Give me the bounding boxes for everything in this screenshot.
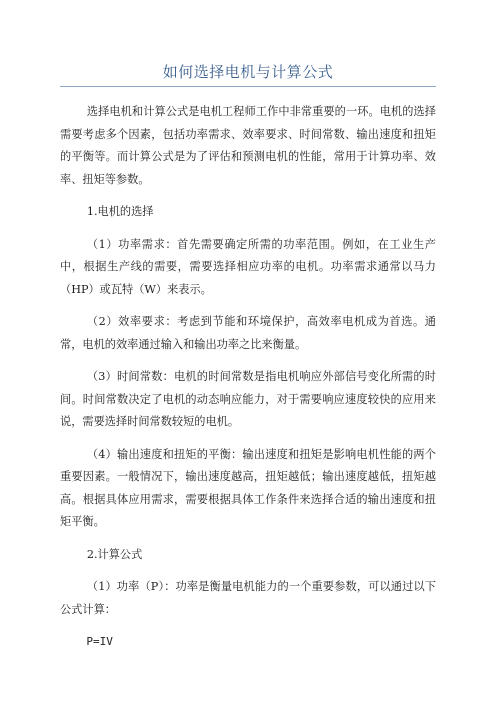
- section-heading-formulas: 2.计算公式: [86, 547, 143, 561]
- document-title: 如何选择电机与计算公式: [162, 63, 334, 81]
- intro-paragraph: 选择电机和计算公式是电机工程师工作中非常重要的一环。电机的选择需要考虑多个因素，包括功率需求、效率要求、时间常数、输出速度和扭矩的平衡等。而计算公式是为了评估和预测电机的性能，常用于计算功率、效率、扭矩等参数。: [60, 105, 436, 186]
- document-body: [60, 101, 436, 654]
- title-divider: [60, 86, 436, 87]
- paragraph-time-constant: （3）时间常数：电机的时间常数是指电机响应外部信号变化所需的时间。时间常数决定了电机的动态响应能力，对于需要响应速度较快的应用来说，需要选择时间常数较短的电机。: [60, 370, 436, 428]
- paragraph-efficiency-requirement: （2）效率要求：考虑到节能和环境保护，高效率电机成为首选。通常，电机的效率通过输入和输出功率之比来衡量。: [60, 315, 436, 351]
- section-heading-motor-selection: 1.电机的选择: [86, 205, 154, 218]
- paragraph-power-requirement: （1）功率需求：首先需要确定所需的功率范围。例如，在工业生产中，根据生产线的需要，需要选择相应功率的电机。功率需求通常以马力（HP）或瓦特（W）来表示。: [60, 237, 436, 296]
- paragraph-power-formula-intro: （1）功率（P）：功率是衡量电机能力的一个重要参数，可以通过以下公式计算：: [60, 580, 436, 616]
- paragraph-speed-torque-balance: （4）输出速度和扭矩的平衡：输出速度和扭矩是影响电机性能的两个重要因素。一般情况下，输出速度越高，扭矩越低；输出速度越低，扭矩越高。根据具体应用需求，需要根据具体工作条件来选择合适的输出速度和扭矩平衡。: [60, 447, 436, 528]
- power-formula: P=IV: [86, 635, 113, 648]
